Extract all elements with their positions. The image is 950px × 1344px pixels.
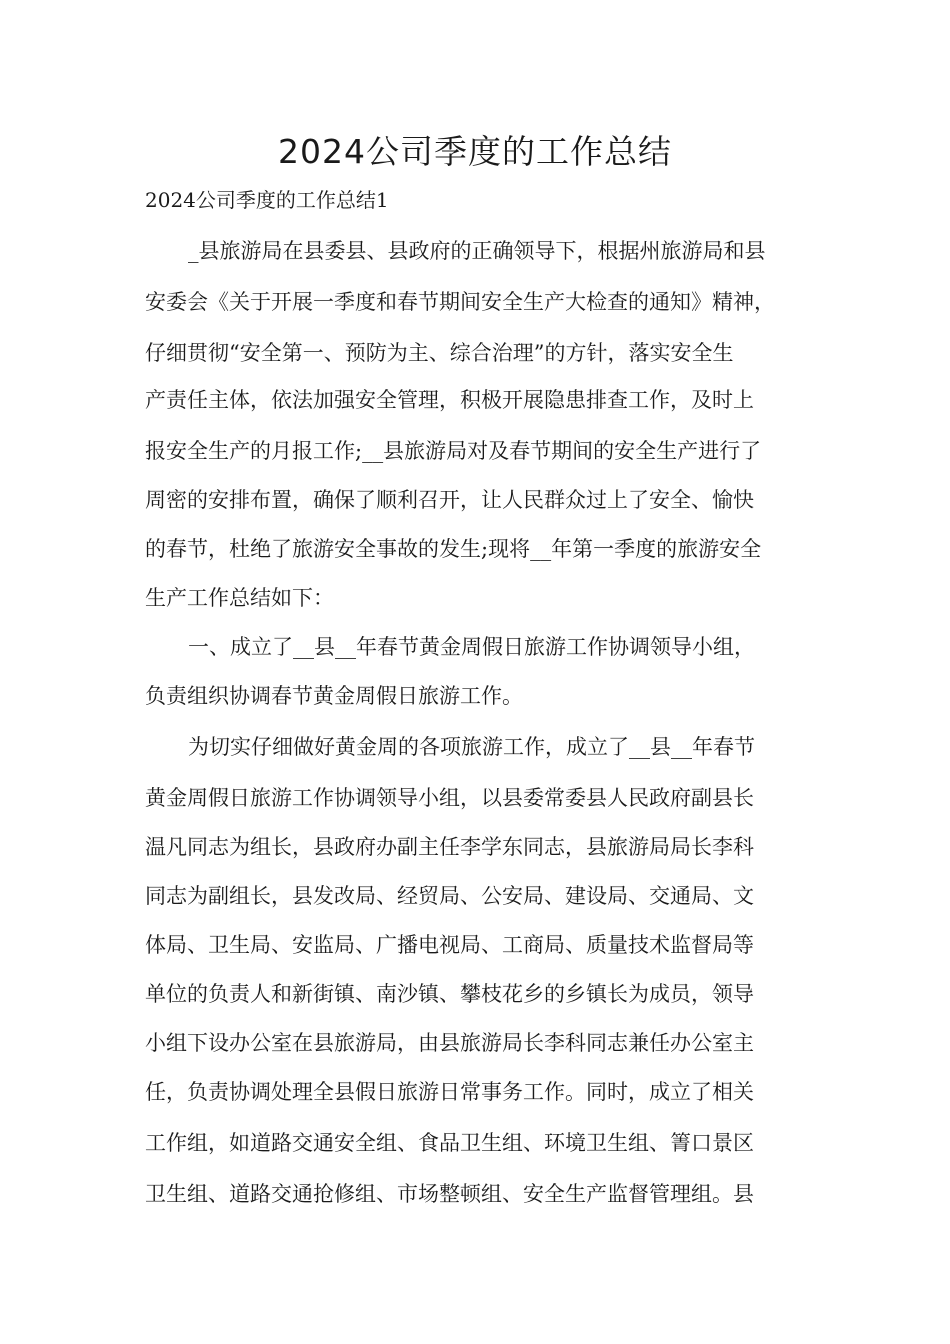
paragraph-line: 一、成立了__县__年春节黄金周假日旅游工作协调领导小组， [188,635,755,659]
paragraph-line: 体局、卫生局、安监局、广播电视局、工商局、质量技术监督局等 [145,933,754,957]
paragraph-line: 安委会《关于开展一季度和春节期间安全生产大检查的通知》精神， [145,290,775,314]
document-subtitle: 2024公司季度的工作总结1 [145,188,389,212]
paragraph-line: 周密的安排布置，确保了顺利召开，让人民群众过上了安全、愉快 [145,488,754,512]
paragraph-line: 仔细贯彻“安全第一、预防为主、综合治理”的方针，落实安全生 [145,341,734,365]
paragraph-line: 单位的负责人和新街镇、南沙镇、攀枝花乡的乡镇长为成员，领导 [145,982,754,1006]
paragraph-line: 小组下设办公室在县旅游局，由县旅游局长李科同志兼任办公室主 [145,1031,754,1055]
paragraph-line: 黄金周假日旅游工作协调领导小组，以县委常委县人民政府副县长 [145,786,754,810]
paragraph-line: 卫生组、道路交通抢修组、市场整顿组、安全生产监督管理组。县 [145,1182,754,1206]
paragraph-line: 产责任主体，依法加强安全管理，积极开展隐患排查工作，及时上 [145,388,754,412]
paragraph-line: 工作组，如道路交通安全组、食品卫生组、环境卫生组、箐口景区 [145,1131,754,1155]
paragraph-line: 温凡同志为组长，县政府办副主任李学东同志，县旅游局局长李科 [145,835,754,859]
paragraph-line: _县旅游局在县委县、县政府的正确领导下，根据州旅游局和县 [188,239,766,263]
paragraph-line: 同志为副组长，县发改局、经贸局、公安局、建设局、交通局、文 [145,884,754,908]
paragraph-line: 为切实仔细做好黄金周的各项旅游工作，成立了__县__年春节 [188,735,755,759]
paragraph-line: 负责组织协调春节黄金周假日旅游工作。 [145,684,523,708]
paragraph-line: 任，负责协调处理全县假日旅游日常事务工作。同时，成立了相关 [145,1080,754,1104]
paragraph-line: 报安全生产的月报工作;__县旅游局对及春节期间的安全生产进行了 [145,439,762,463]
paragraph-line: 生产工作总结如下： [145,586,334,610]
document-title: 2024公司季度的工作总结 [278,132,672,171]
paragraph-line: 的春节，杜绝了旅游安全事故的发生;现将__年第一季度的旅游安全 [145,537,762,561]
